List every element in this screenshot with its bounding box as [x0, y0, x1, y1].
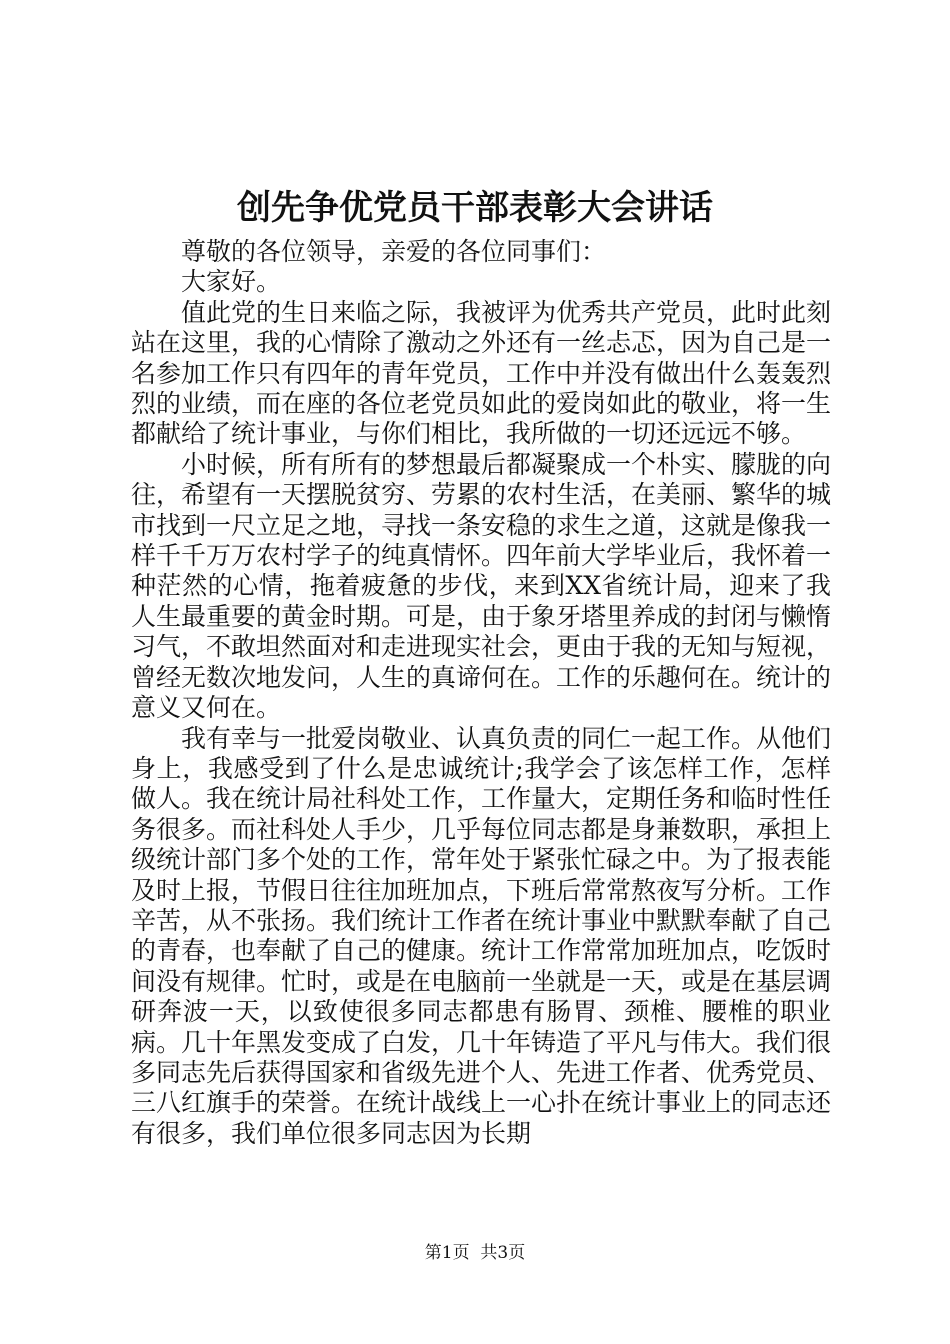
body-paragraph-2: 小时候，所有所有的梦想最后都凝聚成一个朴实、朦胧的向往，希望有一天摆脱贫穷、劳累的农村生活，在美丽、繁华的城市找到一尺立足之地，寻找一条安稳的求生之道，这就是像我一样千千万万农村学子的纯真情怀。四年前大学毕业后，我怀着一种茫然的心情，拖着疲惫的步伐，来到XX省统计局，迎来了我人生最重要的黄金时期。可是，由于象牙塔里养成的封闭与懒惰习气，不敢坦然面对和走进现实社会，更由于我的无知与短视，曾经无数次地发问，人生的真谛何在。工作的乐趣何在。统计的意义又何在。 — [131, 449, 832, 723]
body-paragraph-1: 值此党的生日来临之际，我被评为优秀共产党员，此时此刻站在这里，我的心情除了激动之外还有一丝忐忑，因为自己是一名参加工作只有四年的青年党员，工作中并没有做出什么轰轰烈烈的业绩，而在座的各位老党员如此的爱岗如此的敬业，将一生都献给了统计事业，与你们相比，我所做的一切还远远不够。 — [131, 297, 832, 449]
document-title: 创先争优党员干部表彰大会讲话 — [237, 188, 713, 228]
greeting-paragraph: 大家好。 — [181, 267, 282, 297]
salutation-paragraph: 尊敬的各位领导，亲爱的各位同事们： — [181, 237, 607, 266]
page-number-footer: 第1页 共3页 — [424, 1243, 526, 1263]
body-paragraph-3: 我有幸与一批爱岗敬业、认真负责的同仁一起工作。从他们身上，我感受到了什么是忠诚统计;我学会了该怎样工作，怎样做人。我在统计局社科处工作，工作量大，定期任务和临时性任务很多。而社科处人手少，几乎每位同志都是身兼数职，承担上级统计部门多个处的工作，常年处于紧张忙碌之中。为了报表能及时上报，节假日往往加班加点，下班后常常熬夜写分析。工作辛苦，从不张扬。我们统计工作者在统计事业中默默奉献了自己的青春，也奉献了自己的健康。统计工作常常加班加点，吃饭时间没有规律。忙时，或是在电脑前一坐就是一天，或是在基层调研奔波一天，以致使很多同志都患有肠胃、颈椎、腰椎的职业病。几十年黑发变成了白发，几十年铸造了平凡与伟大。我们很多同志先后获得国家和省级先进个人、先进工作者、优秀党员、三八红旗手的荣誉。在统计战线上一心扑在统计事业上的同志还有很多，我们单位很多同志因为长期 — [131, 723, 832, 1148]
document-body — [131, 237, 831, 1149]
